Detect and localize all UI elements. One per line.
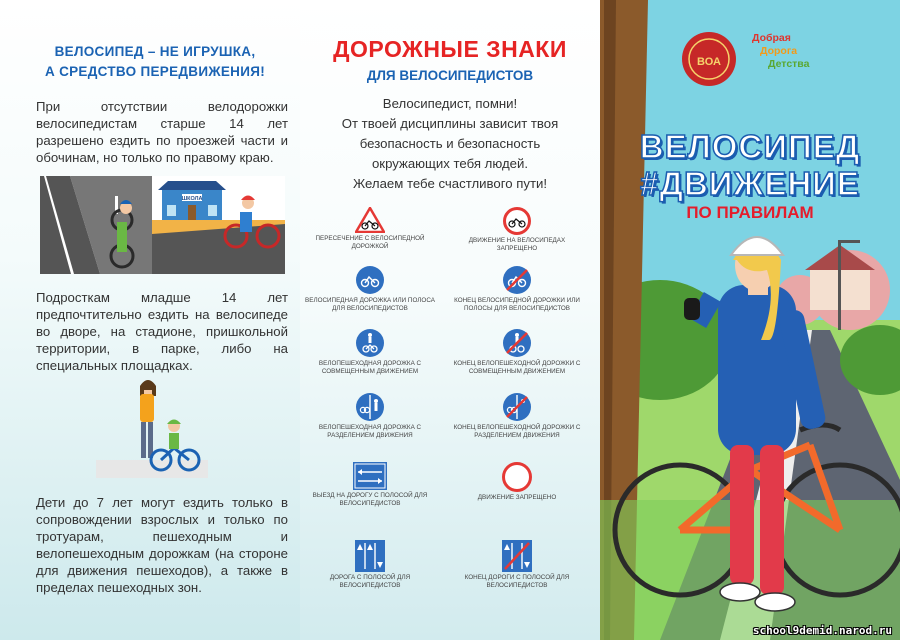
sign-caption: ДОРОГА С ПОЛОСОЙ ДЛЯ ВЕЛОСИПЕДИСТОВ xyxy=(329,574,411,589)
sign-caption: ВЕЛОСИПЕДНАЯ ДОРОЖКА ИЛИ ПОЛОСА ДЛЯ ВЕЛОСИПЕДИСТОВ xyxy=(305,297,435,312)
voa-logo-text: ВОА xyxy=(697,56,721,68)
logo-line: Добрая xyxy=(752,32,791,44)
sign-bicycle-lane xyxy=(305,265,435,312)
sign-caption: ВЫЕЗД НА ДОРОГУ С ПОЛОСОЙ ДЛЯ ВЕЛОСИПЕДИСТОВ xyxy=(312,492,428,507)
sign-caption: ДВИЖЕНИЕ НА ВЕЛОСИПЕДАХ ЗАПРЕЩЕНО xyxy=(468,237,566,252)
sign-shared-path xyxy=(305,328,435,375)
sign-segregated-path xyxy=(305,392,435,439)
sign-end-road-with-bike-lane xyxy=(452,540,582,589)
voa-logo xyxy=(680,30,738,88)
sign-caption: КОНЕЦ ВЕЛОПЕШЕХОДНОЙ ДОРОЖКИ С СОВМЕЩЕННЫМ ДВИЖЕНИЕМ xyxy=(453,360,581,375)
sign-caption: ПЕРЕСЕЧЕНИЕ С ВЕЛОСИПЕДНОЙ ДОРОЖКОЙ xyxy=(315,235,425,250)
end-road-bike-lane-icon xyxy=(502,540,532,572)
sign-no-entry xyxy=(452,462,582,502)
school-sign-text: ШКОЛА xyxy=(181,196,203,202)
sign-caption: КОНЕЦ ВЕЛОСИПЕДНОЙ ДОРОЖКИ ИЛИ ПОЛОСЫ ДЛЯ ВЕЛОСИПЕДИСТОВ xyxy=(454,297,580,312)
message-line: От твоей дисциплины зависит твоя xyxy=(341,116,559,131)
sign-exit-to-bike-lane-road xyxy=(305,462,435,507)
signs-subtitle: ДЛЯ ВЕЛОСИПЕДИСТОВ xyxy=(366,68,534,83)
sign-end-segregated-path xyxy=(452,392,582,439)
mother-child-illustration xyxy=(96,378,208,478)
message-line: Желаем тебе счастливого пути! xyxy=(352,176,548,191)
message-line: окружающих тебя людей. xyxy=(371,156,529,171)
paragraph-older-riders: При отсутствии велодорожки велосипедистам старше 14 лет разрешено ездить по проезжей части и обочинам, но только по правому краю. xyxy=(36,99,288,165)
message-line: безопасность и безопасность xyxy=(359,136,541,151)
dobraya-doroga-logo xyxy=(752,32,842,71)
paragraph-children: Дети до 7 лет могут ездить только в сопровождении взрослых и только по тротуарам, пешеходным и велопешеходным дорожкам (на стороне для движения пешеходов), а также в пределах пешеходных зон. xyxy=(36,495,288,595)
sign-bicycle-crossing xyxy=(305,207,435,250)
shared-path-icon xyxy=(355,328,385,358)
warning-triangle-bicycle-icon xyxy=(355,207,385,233)
website-footer[interactable]: school9demid.narod.ru xyxy=(752,624,892,637)
cover-title-movement: #ДВИЖЕНИЕ xyxy=(640,165,860,202)
right-panel xyxy=(600,0,900,640)
girl-with-bicycle-illustration xyxy=(600,230,900,640)
left-panel xyxy=(0,0,300,640)
sign-bicycles-prohibited xyxy=(452,207,582,252)
sign-road-with-bike-lane xyxy=(305,540,435,589)
left-title-line1: ВЕЛОСИПЕД – НЕ ИГРУШКА, xyxy=(54,44,256,59)
cover-title-bicycle: ВЕЛОСИПЕД xyxy=(639,128,861,165)
sign-end-shared-path xyxy=(452,328,582,375)
road-illustration xyxy=(40,176,285,274)
sign-caption: ВЕЛОПЕШЕХОДНАЯ ДОРОЖКА С СОВМЕЩЕННЫМ ДВИЖЕНИЕМ xyxy=(318,360,422,375)
sign-end-bicycle-lane xyxy=(452,265,582,312)
middle-panel xyxy=(300,0,600,640)
message-line: Велосипедист, помни! xyxy=(382,96,518,111)
exit-bike-lane-icon xyxy=(353,462,387,490)
sign-caption: ДВИЖЕНИЕ ЗАПРЕЩЕНО xyxy=(477,494,557,501)
no-traffic-icon xyxy=(502,462,532,492)
end-shared-path-icon xyxy=(502,328,532,358)
road-bike-lane-icon xyxy=(355,540,385,572)
sign-caption: КОНЕЦ ВЕЛОПЕШЕХОДНОЙ ДОРОЖКИ С РАЗДЕЛЕНИЕМ ДВИЖЕНИЯ xyxy=(453,424,581,439)
logo-line: Дорога xyxy=(760,45,798,57)
cyclist-message xyxy=(300,94,600,194)
blue-bicycle-icon xyxy=(355,265,385,295)
no-bicycles-icon xyxy=(503,207,531,235)
signs-title: ДОРОЖНЫЕ ЗНАКИ xyxy=(333,36,567,62)
logo-line: Детства xyxy=(768,58,810,70)
cover-title-by-rules: ПО ПРАВИЛАМ xyxy=(686,203,814,222)
paragraph-teens: Подросткам младше 14 лет предпочтительно ездить на велосипеде во дворе, на стадионе, пришкольной территории, в парке, либо на специальных площадках. xyxy=(36,290,288,373)
left-title-line2: А СРЕДСТВО ПЕРЕДВИЖЕНИЯ! xyxy=(44,64,266,79)
segregated-path-icon xyxy=(355,392,385,422)
sign-caption: КОНЕЦ ДОРОГИ С ПОЛОСОЙ ДЛЯ ВЕЛОСИПЕДИСТОВ xyxy=(464,574,570,589)
end-bicycle-lane-icon xyxy=(502,265,532,295)
sign-caption: ВЕЛОПЕШЕХОДНАЯ ДОРОЖКА С РАЗДЕЛЕНИЕМ ДВИЖЕНИЯ xyxy=(318,424,422,439)
end-segregated-path-icon xyxy=(502,392,532,422)
